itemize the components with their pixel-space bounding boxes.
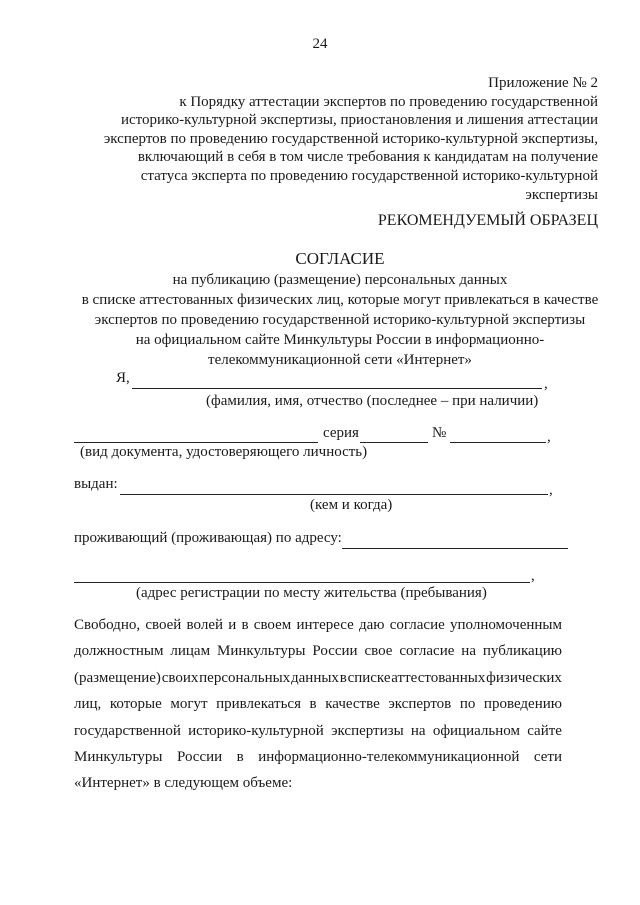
appendix-line: статуса эксперта по проведению государственной историко-культурной [140,167,598,184]
appendix-header [38,74,598,204]
document-field-end: , [547,429,551,445]
issued-field-line[interactable] [120,494,548,495]
consent-paragraph [74,612,562,797]
address-field-line-2[interactable] [74,582,530,583]
consent-title-block [60,248,620,370]
paragraph-line: государственной историко-культурной экспертизы на официальном сайте [74,722,562,739]
title-line: в списке аттестованных физических лиц, которые могут привлекаться в качестве [81,292,599,308]
address-label: проживающий (проживающая) по адресу: [74,530,342,546]
appendix-line: включающий в себя в том числе требования к кандидатам на получение [137,149,598,166]
appendix-line: к Порядку аттестации экспертов по проведению государственной [179,93,598,110]
i-label: Я, [116,370,130,386]
address-field-end: , [531,568,535,584]
consent-heading: СОГЛАСИЕ [295,249,385,268]
paragraph-line: Минкультуры России в информационно-телекоммуникационной сети [74,749,562,766]
name-field-caption: (фамилия, имя, отчество (последнее – при наличии) [206,393,539,409]
address-field-line-1[interactable] [342,548,568,549]
issued-label: выдан: [74,476,118,492]
recommended-sample-label: РЕКОМЕНДУЕМЫЙ ОБРАЗЕЦ [377,212,598,229]
paragraph-line: должностным лицам Минкультуры России свое согласие на публикацию [74,643,562,660]
document-type-line[interactable] [74,442,318,443]
title-line: телекоммуникационной сети «Интернет» [208,352,472,368]
issued-field-end: , [549,482,553,498]
appendix-line: Приложение № 2 [488,75,598,91]
address-caption: (адрес регистрации по месту жительства (пребывания) [136,585,487,601]
title-line: экспертов по проведению государственной историко-культурной экспертизы [94,312,586,328]
page-number: 24 [312,36,328,52]
name-field-end: , [544,376,548,392]
appendix-line: экспертов по проведению государственной историко-культурной экспертизы, [103,130,598,147]
series-label: серия [323,425,359,441]
number-field-line[interactable] [450,442,546,443]
paragraph-line: Свободно, своей волей и в своем интересе даю согласие уполномоченным [74,617,562,633]
paragraph-line: лиц, которые могут привлекаться в качестве экспертов по проведению [74,696,562,713]
issued-caption: (кем и когда) [310,497,393,513]
paragraph-line: (размещение) своих персональных данных в списке аттестованных физических [74,669,562,686]
title-line: на публикацию (размещение) персональных данных [172,272,508,288]
number-label: № [432,425,447,441]
appendix-line: историко-культурной экспертизы, приостановления и лишения аттестации [121,112,598,129]
appendix-line: экспертизы [525,186,598,203]
document-caption: (вид документа, удостоверяющего личность) [80,444,368,460]
title-line: на официальном сайте Минкультуры России в информационно- [135,332,545,348]
name-field-line[interactable] [132,388,542,389]
paragraph-line-last: «Интернет» в следующем объеме: [74,775,293,792]
series-field-line[interactable] [360,442,428,443]
